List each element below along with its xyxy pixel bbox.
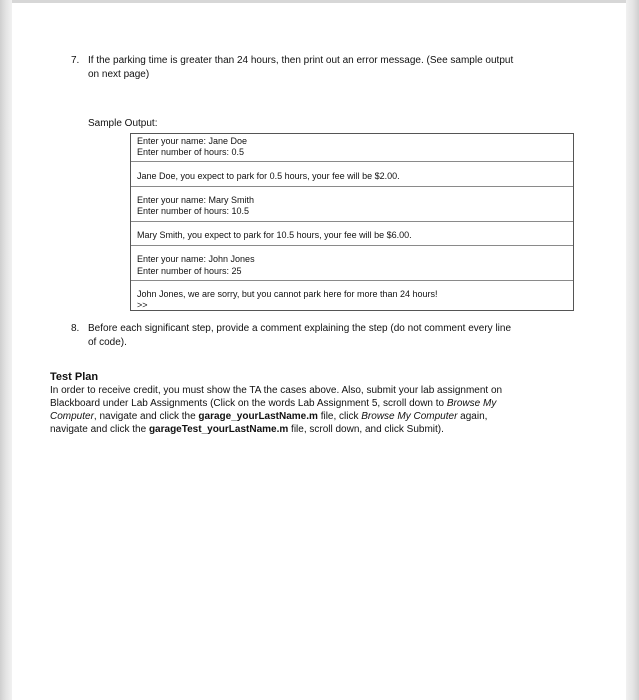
italic-text: Browse My — [446, 398, 497, 409]
test-plan-line — [50, 397, 580, 410]
italic-text: Computer — [50, 411, 94, 422]
italic-text: Browse My Computer — [361, 411, 458, 422]
console-line: Mary Smith, you expect to park for 10.5 hours, your fee will be $6.00. — [137, 230, 412, 240]
text-run: file, scroll down, and click Submit). — [288, 424, 444, 435]
console-divider — [131, 245, 573, 246]
document-page — [12, 3, 626, 700]
list-item-line: If the parking time is greater than 24 hours, then print out an error message. (See sample output — [88, 55, 514, 66]
console-line: Enter number of hours: 25 — [137, 266, 242, 276]
viewer-frame-right — [626, 0, 639, 700]
sample-output-label: Sample Output: — [88, 118, 158, 129]
console-line: John Jones, we are sorry, but you cannot park here for more than 24 hours! — [137, 289, 438, 299]
list-item-line: Before each significant step, provide a comment explaining the step (do not comment every line — [88, 323, 512, 334]
sample-output-box — [130, 133, 574, 311]
list-number: 8. — [71, 323, 80, 334]
text-run: , navigate and click the — [93, 411, 199, 422]
test-plan-line — [50, 410, 580, 423]
console-line: Enter number of hours: 10.5 — [137, 206, 250, 216]
test-plan-section — [50, 370, 580, 436]
console-divider — [131, 221, 573, 222]
list-item-line: on next page) — [88, 69, 150, 80]
console-divider — [131, 161, 573, 162]
list-number: 7. — [71, 55, 80, 66]
console-line: Enter your name: Mary Smith — [137, 195, 255, 205]
console-divider — [131, 280, 573, 281]
test-plan-line — [50, 423, 580, 436]
console-line: Enter number of hours: 0.5 — [137, 147, 245, 157]
list-item-line: of code). — [88, 337, 127, 348]
list-item-text — [88, 322, 511, 350]
text-run: file, click — [317, 411, 362, 422]
text-run: navigate and click the — [50, 424, 149, 435]
viewer-frame-left — [0, 0, 12, 700]
console-line: Enter your name: John Jones — [137, 254, 255, 264]
list-item-text — [88, 54, 513, 82]
filename-text: garage_yourLastName.m — [198, 411, 318, 422]
test-plan-line: In order to receive credit, you must show the TA the cases above. Also, submit your lab assignment on — [50, 385, 503, 396]
console-divider — [131, 186, 573, 187]
console-line: Enter your name: Jane Doe — [137, 136, 248, 146]
console-prompt: >> — [137, 300, 148, 310]
filename-text: garageTest_yourLastName.m — [148, 424, 289, 435]
console-line: Jane Doe, you expect to park for 0.5 hours, your fee will be $2.00. — [137, 171, 400, 181]
text-run: again, — [457, 411, 488, 422]
text-run: Blackboard under Lab Assignments (Click on the words Lab Assignment 5, scroll down to — [50, 398, 447, 409]
test-plan-heading: Test Plan — [50, 371, 99, 383]
